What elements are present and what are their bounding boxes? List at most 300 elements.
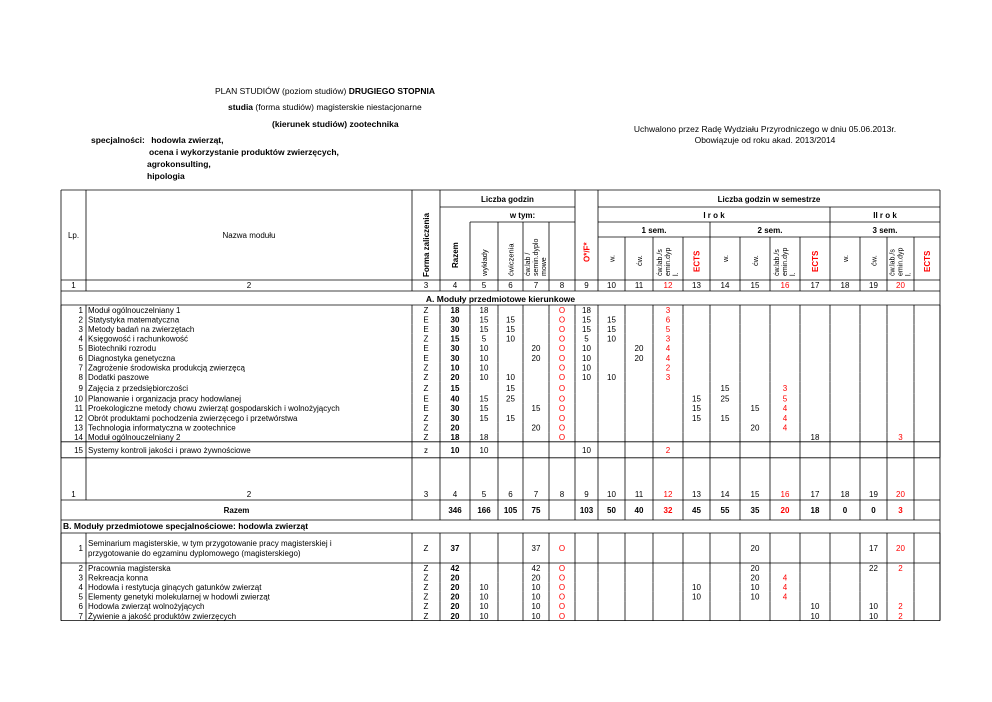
row-value: 37 <box>450 544 460 553</box>
row-value: Z <box>423 573 429 583</box>
header-of: O*/F* <box>582 242 592 262</box>
col-number: 13 <box>692 281 701 290</box>
row-value: 10 <box>479 611 489 621</box>
razem-value: 20 <box>780 506 790 515</box>
row-value: 20 <box>450 373 460 382</box>
row-value: Z <box>423 611 429 621</box>
row-value: 15 <box>582 315 591 325</box>
row-value: Z <box>423 413 429 423</box>
row-value: O <box>558 563 566 573</box>
row-value: O <box>558 325 566 334</box>
row-name: Systemy kontroli jakości i prawo żywnościowe <box>88 445 251 455</box>
row-lp: 3 <box>78 573 83 583</box>
row-value: 20 <box>634 344 644 354</box>
row-lp: 8 <box>78 373 83 382</box>
row-value: 10 <box>479 602 489 612</box>
row-name: Metody badań na zwierzętach <box>88 325 195 334</box>
row-lp: 7 <box>78 363 83 373</box>
row-name: Proekologiczne metody chowu zwierząt gospodarskich i wolnożyjących <box>88 404 340 414</box>
row-value: 5 <box>782 394 788 404</box>
row-value: 10 <box>582 353 591 363</box>
row-lp: 6 <box>78 353 83 363</box>
row-name: Obrót produktami pochodzenia zwierzęcego i przetwórstwa <box>88 413 298 423</box>
row-value: Z <box>423 363 429 373</box>
row-value: 15 <box>479 325 489 334</box>
row-name: Żywienie a jakość produktów zwierzęcych <box>88 611 237 621</box>
col-number: 11 <box>634 490 644 499</box>
col-number: 18 <box>840 281 850 290</box>
row-value: E <box>423 353 429 363</box>
row-value: 10 <box>479 583 489 592</box>
row-value: 4 <box>782 573 788 583</box>
row-value: 15 <box>607 325 616 334</box>
razem-value: 346 <box>448 506 462 515</box>
row-value: Z <box>423 383 429 393</box>
row-name: Rekreacja konna <box>88 573 149 583</box>
row-lp: 6 <box>78 602 83 612</box>
row-value: E <box>423 404 429 414</box>
row-value: 15 <box>692 413 701 423</box>
row-value: 18 <box>450 433 460 442</box>
header-cw: ćw. <box>751 255 760 266</box>
approval-note: Uchwalono przez Radę Wydziału Przyrodniczego w dniu 05.06.2013r. Obowiązuje od roku akad. 2013/2014 <box>633 124 897 145</box>
row-value: 25 <box>506 394 515 404</box>
row-value: 25 <box>720 394 730 404</box>
row-value: 15 <box>479 394 489 404</box>
row-value: 15 <box>506 315 515 325</box>
header-sem1: 1 sem. <box>641 226 667 235</box>
row-value: 18 <box>810 433 820 442</box>
col-number: 10 <box>607 490 616 499</box>
row-value: 2 <box>898 611 903 621</box>
row-value: 10 <box>692 583 701 592</box>
razem-value: 3 <box>898 506 903 515</box>
row-name: Technologia informatyczna w zootechnice <box>88 423 236 433</box>
row-value: 30 <box>450 353 460 363</box>
col-number: 11 <box>634 281 644 290</box>
study-direction: (kierunek studiów) zootechnika <box>272 119 399 129</box>
row-value: 3 <box>665 305 671 315</box>
row-value: 10 <box>869 602 878 612</box>
razem-value: 105 <box>503 506 518 515</box>
row-value: 15 <box>479 413 489 423</box>
row-lp: 2 <box>78 315 83 325</box>
specializations: specjalności: hodowla zwierząt, <box>91 135 224 145</box>
row-value: 15 <box>479 404 489 414</box>
row-lp: 5 <box>78 592 83 602</box>
study-form: studia (forma studiów) magisterskie niestacjonarne <box>228 102 422 112</box>
row-name: Diagnostyka genetyczna <box>88 353 176 363</box>
col-number: 10 <box>607 281 616 290</box>
col-number: 13 <box>692 490 701 499</box>
row-lp: 10 <box>74 394 83 404</box>
header-w: w. <box>607 254 617 262</box>
row-name: przygotowanie do egzaminu dyplomowego (magisterskiego) <box>88 549 301 558</box>
row-value: 15 <box>531 404 541 414</box>
row-value: 5 <box>481 334 487 344</box>
header-lab: ćw.lab./s <box>774 249 781 276</box>
row-value: 40 <box>450 394 460 404</box>
header-w: w. <box>721 254 730 262</box>
header-ects: ECTS <box>923 250 932 272</box>
row-value: 3 <box>898 433 903 442</box>
row-value: 15 <box>450 383 460 393</box>
row-lp: 4 <box>78 583 83 592</box>
header-cw: ćw. <box>635 255 644 266</box>
row-value: 15 <box>506 325 515 334</box>
row-name: Statystyka matematyczna <box>88 315 180 325</box>
col-number: 9 <box>584 490 589 499</box>
header-razem: Razem <box>451 242 460 268</box>
row-value: 15 <box>692 404 701 414</box>
row-value: 20 <box>750 563 760 573</box>
row-value: 2 <box>898 602 903 612</box>
row-value: 6 <box>665 315 671 325</box>
row-value: 10 <box>582 344 591 354</box>
row-value: O <box>558 573 566 583</box>
row-value: 10 <box>479 344 489 354</box>
header-cw: ćw. <box>869 255 879 266</box>
row-value: O <box>558 353 566 363</box>
row-lp: 7 <box>78 611 83 621</box>
header-lab: emin.dyp <box>897 247 905 276</box>
row-name: Biotechniki rozrodu <box>88 344 157 354</box>
header-lab: ćw.lab./s <box>889 249 897 276</box>
row-value: 2 <box>665 445 671 455</box>
col-number: 6 <box>508 281 513 290</box>
row-name: Dodatki paszowe <box>88 373 149 382</box>
row-value: 10 <box>692 592 701 602</box>
razem-label: Razem <box>223 506 250 515</box>
row-value: O <box>558 383 566 393</box>
row-value: 10 <box>607 334 616 344</box>
row-lp: 15 <box>74 445 83 455</box>
row-value: 17 <box>869 544 878 553</box>
razem-value: 32 <box>663 506 673 515</box>
row-value: 10 <box>607 373 616 382</box>
row-value: Z <box>423 583 429 592</box>
row-value: E <box>423 315 429 325</box>
row-value: O <box>558 305 566 315</box>
row-value: 10 <box>531 592 541 602</box>
col-number: 12 <box>663 490 673 499</box>
header-w: w. <box>841 254 850 262</box>
row-value: 4 <box>782 583 788 592</box>
row-value: 15 <box>720 413 730 423</box>
row-value: 10 <box>506 373 515 382</box>
col-number: 19 <box>869 490 878 499</box>
row-value: 18 <box>479 433 489 442</box>
row-value: 20 <box>750 544 760 553</box>
row-value: 18 <box>582 305 591 315</box>
razem-value: 35 <box>750 506 760 515</box>
row-value: Z <box>423 563 429 573</box>
col-number: 1 <box>71 281 76 290</box>
col-number: 8 <box>559 281 565 290</box>
row-lp: 14 <box>74 433 83 442</box>
col-number: 15 <box>750 490 760 499</box>
row-value: 15 <box>750 404 760 414</box>
section-a-title: A. Moduły przedmiotowe kierunkowe <box>425 294 576 304</box>
row-value: 10 <box>531 583 541 592</box>
col-number: 7 <box>533 490 539 499</box>
row-value: z <box>424 445 428 455</box>
header-sem3: 3 sem. <box>872 226 898 235</box>
col-number: 3 <box>423 490 429 499</box>
row-value: 4 <box>782 423 788 433</box>
row-value: 4 <box>782 413 788 423</box>
row-value: Z <box>423 305 429 315</box>
col-number: 14 <box>720 490 730 499</box>
col-number: 20 <box>896 281 905 290</box>
row-value: 20 <box>634 353 644 363</box>
row-name: Zajęcia z przedsiębiorczości <box>88 383 189 393</box>
row-value: 10 <box>479 592 489 602</box>
header-cwlab: semin.dyplo <box>533 238 540 276</box>
header-wyklady: wykłady <box>480 249 489 276</box>
col-number: 20 <box>896 490 905 499</box>
row-value: O <box>558 315 566 325</box>
row-value: 37 <box>531 544 541 553</box>
row-value: 20 <box>531 423 541 433</box>
row-value: 18 <box>450 305 460 315</box>
row-value: 15 <box>479 315 489 325</box>
row-value: 30 <box>450 404 460 414</box>
row-value: E <box>423 325 429 334</box>
spec-4: hipologia <box>147 171 185 181</box>
col-number: 16 <box>780 490 790 499</box>
row-value: O <box>558 404 566 414</box>
col-number: 2 <box>246 281 252 290</box>
row-value: 3 <box>665 334 671 344</box>
row-value: 3 <box>665 373 671 382</box>
header-lab: emin.dyp <box>665 247 672 276</box>
row-value: 2 <box>898 563 903 573</box>
row-lp: 9 <box>78 383 83 393</box>
row-value: O <box>558 602 566 612</box>
row-value: 10 <box>810 611 820 621</box>
row-value: 10 <box>582 363 591 373</box>
row-value: Z <box>423 373 429 382</box>
razem-value: 0 <box>871 506 876 515</box>
row-value: 15 <box>582 325 591 334</box>
col-number: 14 <box>720 281 730 290</box>
header-rok1: I r o k <box>703 211 725 220</box>
row-value: Z <box>423 423 429 433</box>
razem-value: 18 <box>810 506 820 515</box>
col-number: 19 <box>869 281 878 290</box>
razem-value: 103 <box>579 506 594 515</box>
header-cwlab: mowe <box>541 257 548 276</box>
row-value: 15 <box>692 394 701 404</box>
row-value: Z <box>423 602 429 612</box>
row-value: O <box>558 433 566 442</box>
razem-value: 55 <box>720 506 730 515</box>
header-lab: l. <box>673 272 680 276</box>
row-lp: 12 <box>74 413 83 423</box>
header-rok2: II r o k <box>873 211 897 220</box>
row-value: Z <box>423 433 429 442</box>
row-value: 15 <box>607 315 616 325</box>
row-value: 4 <box>782 592 788 602</box>
row-value: 10 <box>582 373 591 382</box>
row-value: 4 <box>665 344 671 354</box>
row-value: 42 <box>531 563 541 573</box>
row-value: 10 <box>479 363 489 373</box>
row-value: 30 <box>450 413 460 423</box>
header-semestrze: Liczba godzin w semestrze <box>717 195 821 204</box>
row-name: Moduł ogólnouczelniany 1 <box>88 305 181 315</box>
row-name: Hodowla zwierząt wolnożyjących <box>88 602 205 612</box>
row-value: 30 <box>450 344 460 354</box>
row-value: 5 <box>665 325 671 334</box>
row-lp: 3 <box>78 325 83 334</box>
row-lp: 1 <box>78 544 83 553</box>
row-value: 10 <box>531 611 541 621</box>
row-value: 20 <box>750 423 760 433</box>
row-value: O <box>558 583 566 592</box>
header-sem2: 2 sem. <box>757 226 783 235</box>
row-name: Pracownia magisterska <box>88 563 171 573</box>
row-value: O <box>558 373 566 382</box>
header-forma: Forma zaliczenia <box>422 212 431 277</box>
col-number: 8 <box>559 490 565 499</box>
row-lp: 13 <box>74 423 83 433</box>
row-value: 10 <box>810 602 820 612</box>
col-number: 12 <box>663 281 673 290</box>
row-value: 30 <box>450 315 460 325</box>
header-lab: ćw.lab./s <box>657 249 664 276</box>
row-lp: 5 <box>78 344 83 354</box>
row-value: 20 <box>750 573 760 583</box>
razem-value: 75 <box>531 506 541 515</box>
row-name: Moduł ogólnouczelniany 2 <box>88 433 181 442</box>
row-value: O <box>558 423 566 433</box>
header-lp: Lp. <box>67 231 80 240</box>
row-value: 10 <box>531 602 541 612</box>
row-value: 10 <box>750 592 760 602</box>
row-value: 10 <box>750 583 760 592</box>
row-value: 20 <box>450 583 460 592</box>
col-number: 17 <box>810 281 820 290</box>
row-value: 3 <box>782 383 788 393</box>
col-number: 6 <box>508 490 513 499</box>
row-value: 15 <box>450 334 460 344</box>
header-lab: l. <box>790 272 797 276</box>
row-value: Z <box>423 544 429 553</box>
col-number: 17 <box>810 490 820 499</box>
row-name: Hodowla i restytucja ginących gatunków zwierząt <box>88 583 262 592</box>
row-value: O <box>558 413 566 423</box>
row-value: O <box>558 334 566 344</box>
row-value: 4 <box>782 404 788 414</box>
row-value: 10 <box>869 611 878 621</box>
row-value: O <box>558 344 566 354</box>
row-value: O <box>558 592 566 602</box>
row-value: Z <box>423 592 429 602</box>
row-value: 10 <box>450 445 460 455</box>
razem-value: 166 <box>477 506 491 515</box>
row-value: 20 <box>450 611 460 621</box>
plan-title: PLAN STUDIÓW (poziom studiów) DRUGIEGO STOPNIA <box>215 86 435 96</box>
row-lp: 2 <box>78 563 83 573</box>
razem-value: 40 <box>634 506 644 515</box>
col-number: 16 <box>780 281 790 290</box>
row-value: 20 <box>896 544 905 553</box>
row-value: 18 <box>479 305 489 315</box>
col-number: 9 <box>584 281 589 290</box>
row-value: 20 <box>531 344 541 354</box>
row-value: 4 <box>665 353 671 363</box>
row-value: O <box>558 394 566 404</box>
row-name: Planowanie i organizacja pracy hodowlanej <box>88 394 241 404</box>
spec-3: agrokonsulting, <box>147 159 211 169</box>
col-number: 5 <box>481 490 487 499</box>
col-number: 3 <box>423 281 429 290</box>
header-liczba-godzin: Liczba godzin <box>481 195 534 204</box>
col-number: 4 <box>452 490 458 499</box>
row-value: 15 <box>506 383 515 393</box>
header-cwiczenia: ćwiczenia <box>506 243 516 276</box>
row-value: 10 <box>479 353 489 363</box>
row-value: O <box>558 363 566 373</box>
header-lab: l. <box>905 272 913 276</box>
row-value: 10 <box>450 363 460 373</box>
row-value: O <box>558 611 566 621</box>
header-w-tym: w tym: <box>509 211 536 220</box>
col-number: 1 <box>71 490 76 499</box>
row-value: 42 <box>450 563 460 573</box>
row-value: 20 <box>450 592 460 602</box>
header-ects: ECTS <box>811 250 820 272</box>
col-number: 4 <box>452 281 458 290</box>
row-value: 20 <box>531 353 541 363</box>
col-number: 18 <box>840 490 850 499</box>
row-value: Z <box>423 334 429 344</box>
row-value: E <box>423 344 429 354</box>
row-value: 15 <box>720 383 730 393</box>
row-value: 30 <box>450 325 460 334</box>
section-b-title: B. Moduły przedmiotowe specjalnościowe: hodowla zwierząt <box>63 521 309 531</box>
header-nazwa: Nazwa modułu <box>222 231 276 240</box>
razem-value: 0 <box>842 506 848 515</box>
row-value: O <box>558 544 566 553</box>
col-number: 7 <box>533 281 539 290</box>
row-value: 5 <box>584 334 589 344</box>
row-name: Elementy genetyki molekularnej w hodowli zwierząt <box>88 592 270 602</box>
row-value: 20 <box>450 573 460 583</box>
header-ects: ECTS <box>692 250 702 272</box>
spec-2: ocena i wykorzystanie produktów zwierzęcych, <box>149 147 339 157</box>
razem-value: 45 <box>692 506 701 515</box>
row-value: 20 <box>531 573 541 583</box>
col-number: 5 <box>481 281 487 290</box>
row-name: Seminarium magisterskie, w tym przygotowanie pracy magisterskiej i <box>88 539 332 548</box>
header-cwlab: ćw.lab / <box>525 252 532 276</box>
row-value: 20 <box>450 602 460 612</box>
row-value: 10 <box>506 334 515 344</box>
row-value: 2 <box>665 363 671 373</box>
row-lp: 4 <box>78 334 83 344</box>
row-name: Zagrożenie środowiska produkcją zwierzęcą <box>88 363 245 373</box>
row-value: 20 <box>450 423 460 433</box>
row-value: 22 <box>869 563 878 573</box>
row-value: 10 <box>479 373 489 382</box>
header-lab: emin.dyp <box>782 247 789 276</box>
col-number: 2 <box>246 490 252 499</box>
row-value: E <box>423 394 429 404</box>
row-lp: 11 <box>74 404 83 414</box>
